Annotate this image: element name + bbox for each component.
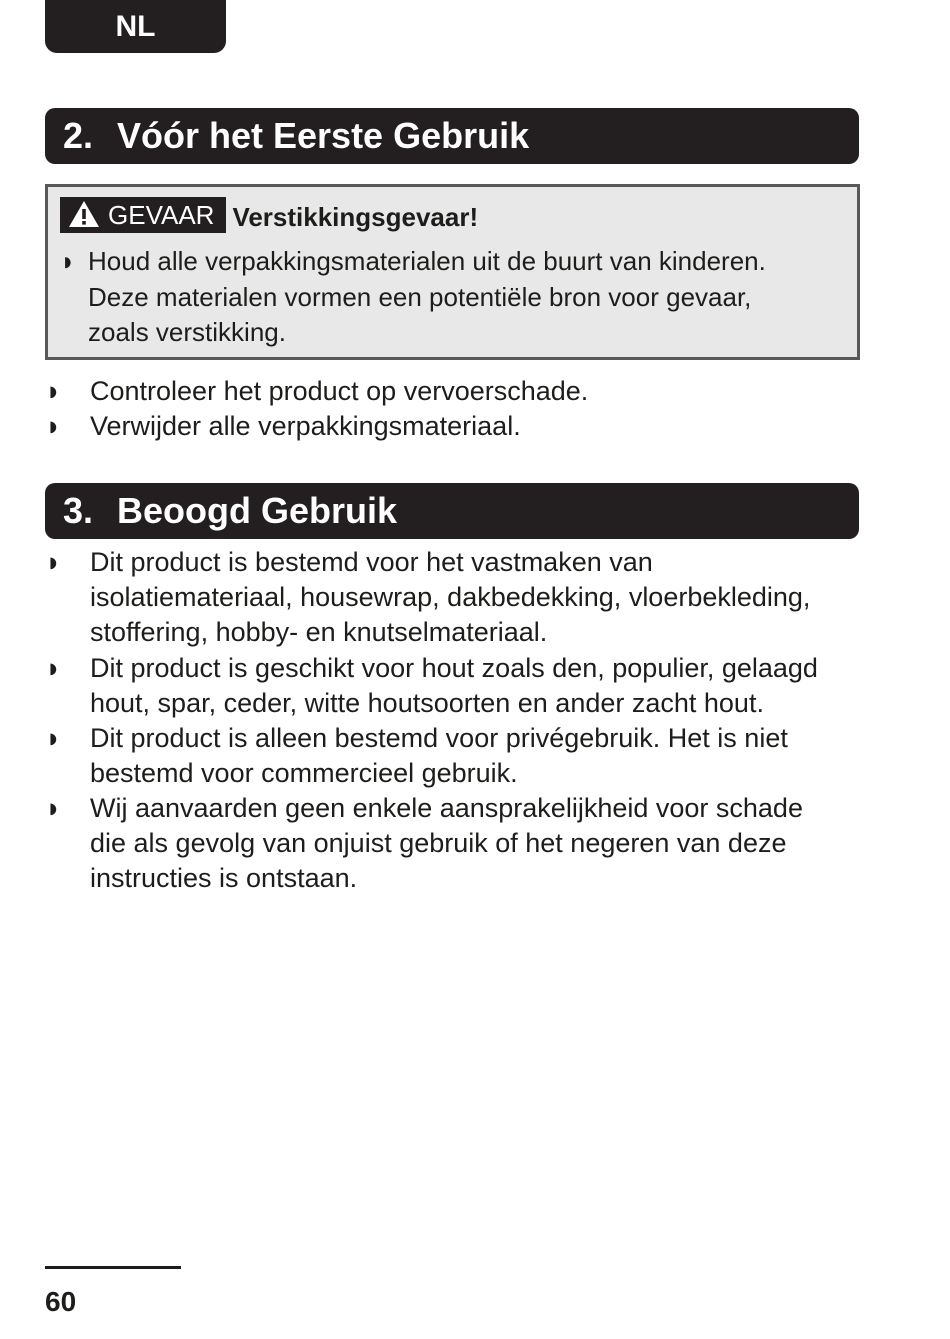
- bullet-marker: ◗: [60, 246, 76, 276]
- list-item-text: die als gevolg van onjuist gebruik of het negeren van deze: [90, 828, 787, 859]
- warning-text-line: Houd alle verpakkingsmaterialen uit de buurt van kinderen.: [88, 246, 766, 276]
- list-item-text: bestemd voor commercieel gebruik.: [90, 758, 518, 789]
- warning-heading: [60, 197, 478, 235]
- section-title: Vóór het Eerste Gebruik: [117, 115, 530, 156]
- list-item-text: Dit product is geschikt voor hout zoals den, populier, gelaagd: [90, 653, 818, 683]
- warning-text-line: zoals verstikking.: [88, 317, 286, 347]
- list-item-text: stoffering, hobby- en knutselmateriaal.: [90, 617, 548, 648]
- list-item-text: Dit product is bestemd voor het vastmaken van: [90, 547, 653, 577]
- list-item-text: isolatiemateriaal, housewrap, dakbedekking, vloerbekleding,: [90, 582, 811, 613]
- section-number: 2.: [63, 115, 94, 156]
- warning-title: Verstikkingsgevaar!: [232, 202, 479, 232]
- signal-word: GEVAAR: [108, 200, 215, 230]
- section-number: 3.: [63, 490, 94, 531]
- list-item-text: Wij aanvaarden geen enkele aansprakelijkheid voor schade: [90, 793, 803, 823]
- section-header-before-first-use: [45, 108, 859, 164]
- bullet-marker: ◗: [45, 723, 62, 753]
- list-item-text: hout, spar, ceder, witte houtsoorten en ander zacht hout.: [90, 688, 764, 719]
- warning-text-line: Deze materialen vormen een potentiële bron voor gevaar,: [88, 281, 752, 312]
- list-item-text: Verwijder alle verpakkingsmateriaal.: [90, 411, 521, 441]
- warning-triangle-icon: [68, 200, 100, 228]
- bullet-marker: ◗: [45, 547, 62, 577]
- language-tab: NL: [45, 0, 226, 53]
- section-header-intended-use: [45, 483, 859, 539]
- signal-word-badge: [60, 197, 226, 233]
- bullet-marker: ◗: [45, 411, 62, 441]
- danger-warning-box: [45, 184, 860, 360]
- bullet-marker: ◗: [45, 793, 62, 823]
- bullet-marker: ◗: [45, 653, 62, 683]
- footer-divider: [45, 1266, 181, 1269]
- page-number: 60: [45, 1286, 77, 1317]
- bullet-marker: ◗: [45, 376, 62, 406]
- section-title: Beoogd Gebruik: [117, 490, 398, 531]
- list-item-text: Controleer het product op vervoerschade.: [90, 376, 589, 406]
- list-item-text: instructies is ontstaan.: [90, 863, 358, 894]
- list-item-text: Dit product is alleen bestemd voor privégebruik. Het is niet: [90, 723, 788, 753]
